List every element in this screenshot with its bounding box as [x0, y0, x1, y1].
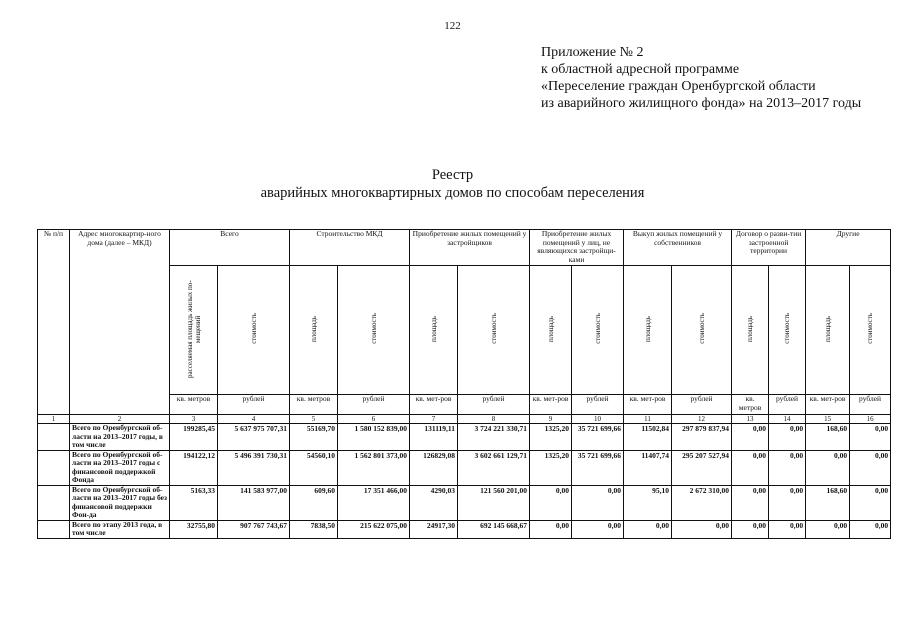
value-cell: 0,00 [850, 520, 891, 538]
value-cell: 1325,20 [530, 450, 572, 485]
subheader-area: площадь [530, 266, 572, 395]
column-number: 16 [850, 415, 891, 424]
header-construction: Строительство МКД [290, 230, 410, 266]
value-cell: 609,60 [290, 485, 338, 520]
column-number: 15 [806, 415, 850, 424]
column-number: 13 [732, 415, 769, 424]
value-cell: 0,00 [769, 520, 806, 538]
column-number: 14 [769, 415, 806, 424]
column-number: 4 [218, 415, 290, 424]
unit-label: рублей [672, 395, 732, 415]
value-cell: 0,00 [769, 485, 806, 520]
subheader-cost: стоимость [338, 266, 410, 395]
registry-table [37, 229, 891, 539]
value-cell: 168,60 [806, 424, 850, 451]
value-cell: 3 724 221 330,71 [458, 424, 530, 451]
value-cell: 11502,84 [624, 424, 672, 451]
header-address: Адрес многоквартир-ного дома (далее – МКД) [70, 230, 170, 415]
table-row [38, 450, 891, 485]
value-cell: 1325,20 [530, 424, 572, 451]
value-cell: 17 351 466,00 [338, 485, 410, 520]
header-total: Всего [170, 230, 290, 266]
column-number: 2 [70, 415, 170, 424]
value-cell: 54560,10 [290, 450, 338, 485]
subheader-area: площадь [410, 266, 458, 395]
column-number: 1 [38, 415, 70, 424]
value-cell: 32755,80 [170, 520, 218, 538]
column-number: 3 [170, 415, 218, 424]
document-title [0, 166, 905, 202]
value-cell: 0,00 [769, 424, 806, 451]
value-cell: 0,00 [732, 450, 769, 485]
value-cell: 168,60 [806, 485, 850, 520]
subheader-resettled-area: расселяемая площадь жилых по-мещений [170, 266, 218, 395]
header-territory-development: Договор о разви-тии застроенной территории [732, 230, 806, 266]
unit-label: рублей [572, 395, 624, 415]
unit-label: кв. мет-ров [624, 395, 672, 415]
value-cell: 0,00 [806, 450, 850, 485]
column-number: 10 [572, 415, 624, 424]
header-num: № п/п [38, 230, 70, 415]
value-cell: 5 496 391 730,31 [218, 450, 290, 485]
value-cell: 297 879 837,94 [672, 424, 732, 451]
value-cell: 0,00 [624, 520, 672, 538]
header-buyout: Выкуп жилых помещений у собственников [624, 230, 732, 266]
appendix-line: Приложение № 2 [541, 45, 644, 60]
value-cell: 11407,74 [624, 450, 672, 485]
unit-label: рублей [769, 395, 806, 415]
value-cell: 0,00 [732, 485, 769, 520]
column-number: 11 [624, 415, 672, 424]
column-number: 7 [410, 415, 458, 424]
subheader-cost: стоимость [218, 266, 290, 395]
value-cell: 0,00 [530, 485, 572, 520]
value-cell: 692 145 668,67 [458, 520, 530, 538]
value-cell: 0,00 [530, 520, 572, 538]
column-number: 8 [458, 415, 530, 424]
table-row [38, 520, 891, 538]
subheader-cost: стоимость [458, 266, 530, 395]
column-number: 12 [672, 415, 732, 424]
unit-label: кв. метров [732, 395, 769, 415]
subheader-cost: стоимость [572, 266, 624, 395]
value-cell: 295 207 527,94 [672, 450, 732, 485]
table-row [38, 424, 891, 451]
value-cell: 141 583 977,00 [218, 485, 290, 520]
subheader-area: площадь [624, 266, 672, 395]
appendix-header [541, 44, 861, 112]
table-row [38, 485, 891, 520]
row-label: Всего по этапу 2013 года, в том числе [70, 520, 170, 538]
subheader-area: площадь [732, 266, 769, 395]
value-cell: 0,00 [732, 424, 769, 451]
title-line: Реестр [431, 167, 474, 183]
value-cell: 7838,50 [290, 520, 338, 538]
appendix-line: к областной адресной программе [541, 62, 740, 77]
row-number-cell [38, 520, 70, 538]
value-cell: 35 721 699,66 [572, 450, 624, 485]
value-cell: 2 672 310,00 [672, 485, 732, 520]
value-cell: 0,00 [732, 520, 769, 538]
value-cell: 907 767 743,67 [218, 520, 290, 538]
unit-label: кв. мет-ров [410, 395, 458, 415]
value-cell: 0,00 [850, 450, 891, 485]
header-purchase-non-developers: Приобретение жилых помещений у лиц, не являющихся застройщи-ками [530, 230, 624, 266]
value-cell: 5 637 975 707,31 [218, 424, 290, 451]
value-cell: 5163,33 [170, 485, 218, 520]
column-number: 6 [338, 415, 410, 424]
value-cell: 0,00 [806, 520, 850, 538]
unit-label: рублей [850, 395, 891, 415]
title-line: аварийных многоквартирных домов по способам переселения [260, 185, 645, 201]
unit-label: кв. метров [290, 395, 338, 415]
row-label: Всего по Оренбургской об-ласти на 2013–2017 годы, в том числе [70, 424, 170, 451]
value-cell: 199285,45 [170, 424, 218, 451]
value-cell: 0,00 [850, 485, 891, 520]
header-other: Другие [806, 230, 891, 266]
subheader-area: площадь [290, 266, 338, 395]
value-cell: 3 602 661 129,71 [458, 450, 530, 485]
value-cell: 24917,30 [410, 520, 458, 538]
header-purchase-developers: Приобретение жилых помещений у застройщиков [410, 230, 530, 266]
row-number-cell [38, 424, 70, 451]
row-number-cell [38, 450, 70, 485]
value-cell: 121 560 201,00 [458, 485, 530, 520]
unit-label: рублей [458, 395, 530, 415]
value-cell: 131119,11 [410, 424, 458, 451]
value-cell: 0,00 [850, 424, 891, 451]
row-label: Всего по Оренбургской об-ласти на 2013–2017 годы с финансовой поддержкой Фонда [70, 450, 170, 485]
subheader-cost: стоимость [672, 266, 732, 395]
value-cell: 0,00 [672, 520, 732, 538]
value-cell: 95,10 [624, 485, 672, 520]
value-cell: 194122,12 [170, 450, 218, 485]
column-number: 9 [530, 415, 572, 424]
value-cell: 0,00 [572, 485, 624, 520]
value-cell: 0,00 [572, 520, 624, 538]
value-cell: 55169,70 [290, 424, 338, 451]
value-cell: 1 562 801 373,00 [338, 450, 410, 485]
value-cell: 126829,08 [410, 450, 458, 485]
appendix-line: «Переселение граждан Оренбургской области [541, 79, 816, 94]
value-cell: 4290,03 [410, 485, 458, 520]
value-cell: 0,00 [769, 450, 806, 485]
subheader-area: площадь [806, 266, 850, 395]
unit-label: кв. мет-ров [530, 395, 572, 415]
value-cell: 215 622 075,00 [338, 520, 410, 538]
appendix-line: из аварийного жилищного фонда» на 2013–2017 годы [541, 96, 862, 111]
row-number-cell [38, 485, 70, 520]
unit-label: рублей [338, 395, 410, 415]
row-label: Всего по Оренбургской об-ласти на 2013–2017 годы без финансовой поддержки Фон-да [70, 485, 170, 520]
unit-label: рублей [218, 395, 290, 415]
subheader-cost: стоимость [850, 266, 891, 395]
page-number: 122 [444, 20, 461, 32]
value-cell: 1 580 152 839,00 [338, 424, 410, 451]
subheader-cost: стоимость [769, 266, 806, 395]
unit-label: кв. метров [170, 395, 218, 415]
value-cell: 35 721 699,66 [572, 424, 624, 451]
unit-label: кв. мет-ров [806, 395, 850, 415]
column-number: 5 [290, 415, 338, 424]
